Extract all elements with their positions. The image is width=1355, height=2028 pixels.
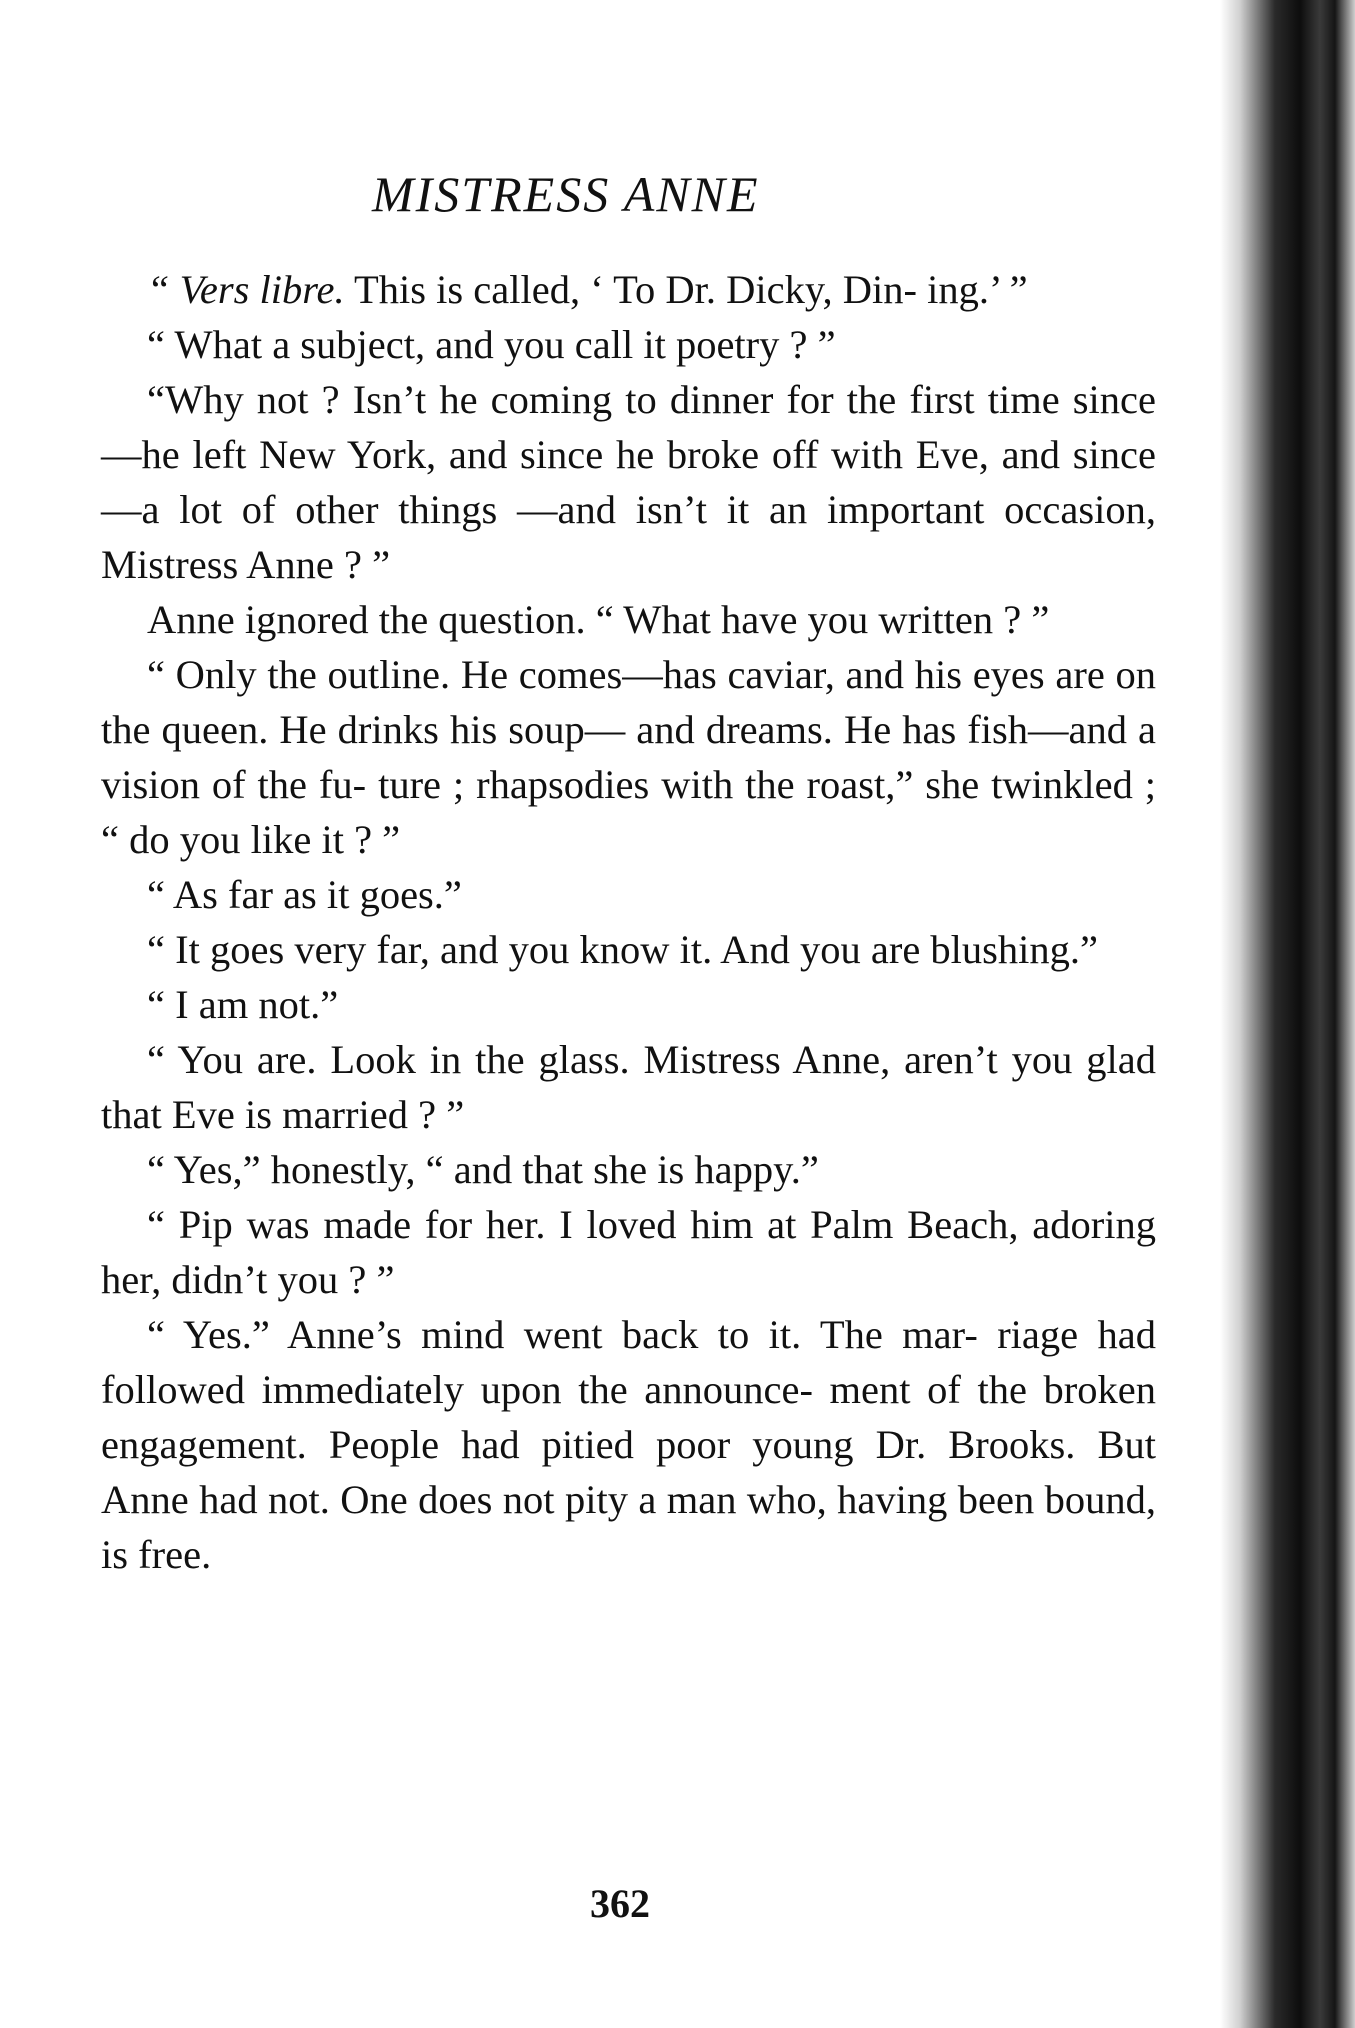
paragraph-text: “ As far as it goes.” (147, 872, 462, 917)
paragraph (101, 1142, 1156, 1197)
paragraph (101, 592, 1156, 647)
paragraph (101, 867, 1156, 922)
paragraph (101, 262, 1156, 317)
paragraph (101, 1307, 1156, 1582)
paragraph (101, 317, 1156, 372)
paragraph (101, 1197, 1156, 1307)
paragraph (101, 922, 1156, 977)
paragraph-text: This is called, ‘ To Dr. Dicky, Din- ing.’ ” (344, 267, 1028, 312)
paragraph-text: “ Only the outline. He comes—has caviar, and his eyes are on the queen. He drinks his soup— and dreams. He has fish—and a vision of the fu- ture ; rhapsodies with the roast,” she twinkled ; “ do you like it ? ” (101, 652, 1156, 862)
paragraph-text: “ Yes,” honestly, “ and that she is happy.” (147, 1147, 819, 1192)
paragraph (101, 1032, 1156, 1142)
paragraph-text: “ You are. Look in the glass. Mistress Anne, aren’t you glad that Eve is married ? ” (101, 1037, 1156, 1137)
running-title: MISTRESS ANNE (372, 166, 760, 222)
paragraph (101, 372, 1156, 592)
paragraph-text: “ Pip was made for her. I loved him at Palm Beach, adoring her, didn’t you ? ” (101, 1202, 1156, 1302)
paragraph-text: Anne ignored the question. “ What have you written ? ” (147, 597, 1050, 642)
paragraph-text: “ It goes very far, and you know it. And you are blushing.” (147, 927, 1099, 972)
body-text (101, 262, 1156, 1582)
paragraph (101, 977, 1156, 1032)
paragraph-text: “ What a subject, and you call it poetry ? ” (147, 322, 836, 367)
paragraph-text: “ Yes.” Anne’s mind went back to it. The mar- riage had followed immediately upon the announce- ment of the broken engagement. People had pitied poor young Dr. Brooks. But Anne had not. One does not pity a man who, having been bound, is free. (101, 1312, 1156, 1577)
paragraph (101, 647, 1156, 867)
page-number: 362 (590, 1881, 650, 1926)
italic-phrase: “ Vers libre. (147, 267, 345, 312)
paragraph-text: “Why not ? Isn’t he coming to dinner for the first time since—he left New York, and since he broke off with Eve, and since—a lot of other things —and isn’t it an important occasion, Mistress Anne ? ” (101, 377, 1156, 587)
paragraph-text: “ I am not.” (147, 982, 339, 1027)
page-gutter-shadow (1220, 0, 1355, 2028)
